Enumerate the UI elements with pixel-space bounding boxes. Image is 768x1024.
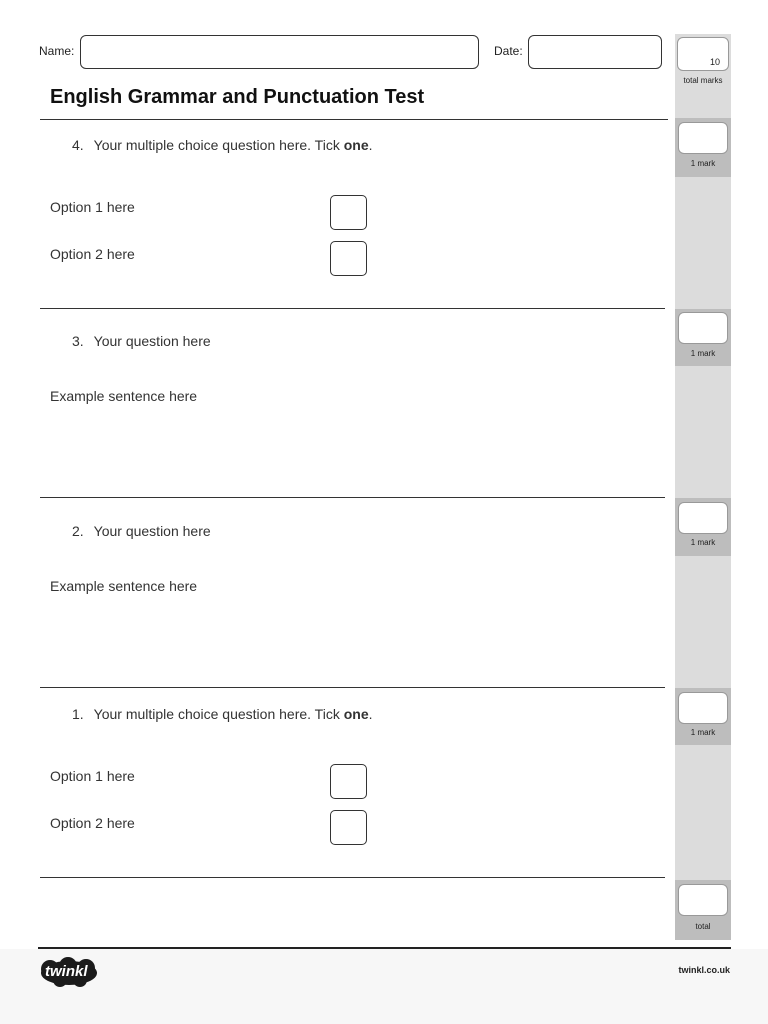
- mark-box[interactable]: [678, 122, 728, 154]
- section-divider: [40, 497, 665, 498]
- mark-label: 1 mark: [690, 159, 716, 168]
- tick-box[interactable]: [330, 241, 367, 276]
- mark-box[interactable]: [678, 502, 728, 534]
- date-label: Date:: [494, 44, 523, 58]
- twinkl-logo[interactable]: [38, 956, 100, 988]
- mark-box[interactable]: [678, 692, 728, 724]
- option-label: Option 1 here: [50, 768, 135, 784]
- mark-box[interactable]: [678, 312, 728, 344]
- logo-text: twinkl: [45, 963, 88, 980]
- total-box[interactable]: [678, 884, 728, 916]
- option-label: Option 1 here: [50, 199, 135, 215]
- footer-url[interactable]: twinkl.co.uk: [678, 965, 730, 975]
- tick-box[interactable]: [330, 195, 367, 230]
- page-title: English Grammar and Punctuation Test: [50, 86, 425, 108]
- question-number: 4.: [72, 137, 84, 153]
- section-divider: [40, 877, 665, 878]
- question-number: 1.: [72, 706, 84, 722]
- mark-label: 1 mark: [690, 538, 716, 547]
- name-label: Name:: [39, 44, 75, 58]
- total-marks-label: total marks: [683, 76, 723, 85]
- section-divider: [40, 119, 668, 120]
- tick-box[interactable]: [330, 810, 367, 845]
- total-marks-box: [677, 37, 729, 71]
- name-input[interactable]: [80, 35, 479, 69]
- total-label: total: [695, 922, 711, 931]
- question-number: 2.: [72, 523, 84, 539]
- option-label: Option 2 here: [50, 815, 135, 831]
- mark-label: 1 mark: [690, 728, 716, 737]
- question-text: 1. Your multiple choice question here. Tick one.: [72, 706, 373, 722]
- example-sentence: Example sentence here: [50, 578, 198, 594]
- question-text: 2. Your question here: [72, 523, 211, 539]
- question-text: 3. Your question here: [72, 333, 211, 349]
- question-number: 3.: [72, 333, 84, 349]
- section-divider: [40, 687, 665, 688]
- total-marks-value: 10: [709, 57, 720, 67]
- question-text: 4. Your multiple choice question here. Tick one.: [72, 137, 373, 153]
- section-divider: [40, 308, 665, 309]
- footer: [0, 949, 768, 1024]
- option-label: Option 2 here: [50, 246, 135, 262]
- tick-box[interactable]: [330, 764, 367, 799]
- example-sentence: Example sentence here: [50, 388, 198, 404]
- mark-label: 1 mark: [690, 349, 716, 358]
- date-input[interactable]: [528, 35, 662, 69]
